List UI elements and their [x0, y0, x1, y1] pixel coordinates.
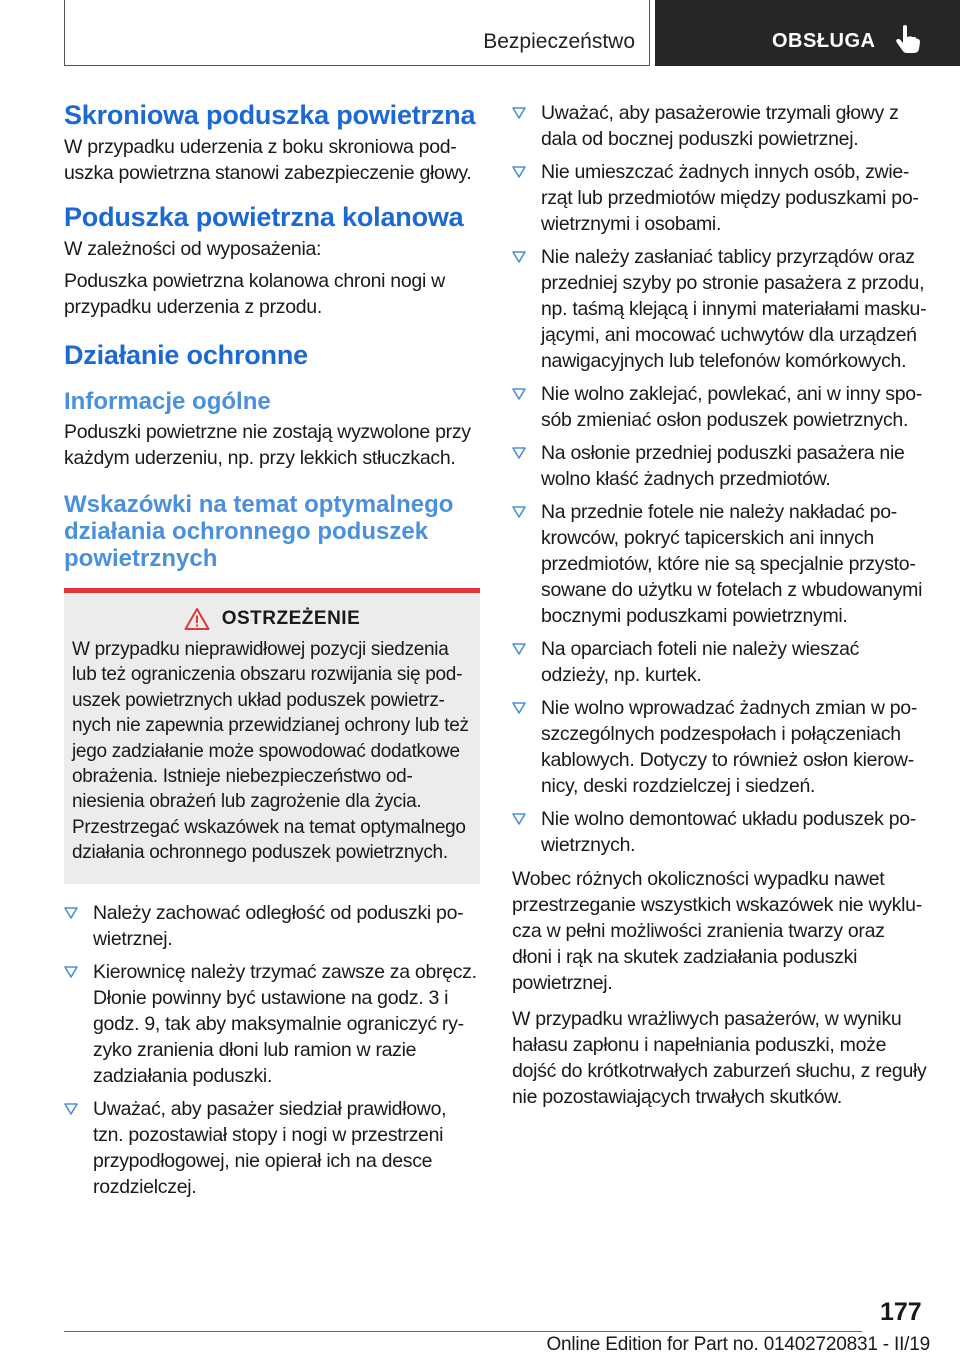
right-bullet-list [512, 100, 928, 858]
header-section-box [64, 0, 650, 66]
heading-knee-airbag: Poduszka powietrzna kolanowa [64, 202, 464, 232]
left-column [64, 100, 480, 1207]
heading-general-info: Informacje ogólne [64, 388, 271, 415]
warning-text: W przypadku nieprawidłowej pozycji siedzenia lub też ograniczenia obszaru rozwijania się poduszek powietrznych układ poduszek powietrznych nie zapewnia przewidzianej ochrony lub też jego zadziałanie może spowodować dodatkowe obrażenia. Istnieje niebezpieczeństwo odniesienia obrażeń lub zagrożenie dla życia. Przestrzegać wskazówek na temat optymalnego działania ochronnego poduszek powietrznych. [72, 639, 469, 864]
bullet-triangle-icon [512, 250, 526, 264]
warning-triangle-icon [184, 607, 210, 631]
list-item: Nie umieszczać żadnych innych osób, zwierząt lub przedmiotów między poduszkami powietrznymi i osobami. [512, 159, 928, 237]
paragraph-knee-1: W zależności od wyposażenia: [64, 238, 322, 260]
bullet-triangle-icon [512, 642, 526, 656]
bullet-triangle-icon [64, 906, 78, 920]
list-item: Uważać, aby pasażerowie trzymali głowy z dala od bocznej poduszki powietrznej. [512, 100, 928, 152]
bullet-triangle-icon [64, 965, 78, 979]
paragraph-hearing: W przypadku wrażliwych pasażerów, w wyniku hałasu zapłonu i napełniania poduszki, może dojść do krótkotrwałych zaburzeń słuchu, z reguły nie pozostawiających trwałych skutków. [512, 1008, 927, 1108]
right-column [512, 100, 928, 1110]
list-item: Na oparciach foteli nie należy wieszać odzieży, np. kurtek. [512, 636, 928, 688]
warning-header [72, 607, 472, 631]
list-item: Uważać, aby pasażer siedział prawidłowo, tzn. pozostawiał stopy i nogi w przestrzeni przypodłogowej, nie opierał ich na desce rozdzielczej. [64, 1096, 480, 1200]
header-section-title: Bezpieczeństwo [483, 30, 635, 53]
bullet-triangle-icon [64, 1102, 78, 1116]
list-item: Na osłonie przedniej poduszki pasażera nie wolno kłaść żadnych przedmiotów. [512, 440, 928, 492]
list-item: Nie należy zasłaniać tablicy przyrządów oraz przedniej szyby po stronie pasażera z przodu, np. taśmą klejącą i innymi materiałami maskującymi, ani mocować uchwytów dla urządzeń nawigacyjnych lub telefonów komórkowych. [512, 244, 928, 374]
bullet-triangle-icon [512, 812, 526, 826]
page-number: 177 [880, 1298, 922, 1326]
list-item: Na przednie fotele nie należy nakładać pokrowców, pokryć tapicerskich ani innych przedmiotów, które nie są specjalnie przystosowane do użytku w fotelach z wbudowanymi bocznymi poduszkami powietrznymi. [512, 499, 928, 629]
footer-edition: Online Edition for Part no. 01402720831 - II/19 [546, 1334, 930, 1355]
heading-tips: Wskazówki na temat optymalnego działania ochronnego poduszek powietrznych [64, 491, 454, 572]
bullet-triangle-icon [512, 446, 526, 460]
bullet-triangle-icon [512, 387, 526, 401]
paragraph-injury-risk: Wobec różnych okoliczności wypadku nawet przestrzeganie wszystkich wskazówek nie wyklucza w pełni możliwości zranienia twarzy oraz dłoni i rąk na skutek zadziałania poduszki powietrznej. [512, 868, 923, 994]
bullet-triangle-icon [512, 701, 526, 715]
list-item: Nie wolno wprowadzać żadnych zmian w poszczególnych podzespołach i połączeniach kablowych. Dotyczy to również osłon kierownicy, deski rozdzielczej i siedzeń. [512, 695, 928, 799]
warning-box [64, 588, 480, 884]
bullet-triangle-icon [512, 505, 526, 519]
footer-divider [64, 1331, 862, 1332]
paragraph-side-airbag: W przypadku uderzenia z boku skroniowa poduszka powietrzna stanowi zabezpieczenie głowy. [64, 136, 472, 184]
heading-side-airbag: Skroniowa poduszka powietrzna [64, 100, 476, 130]
hand-pointer-icon [895, 24, 921, 54]
bullet-triangle-icon [512, 165, 526, 179]
warning-title: OSTRZEŻENIE [221, 608, 361, 629]
list-item: Kierownicę należy trzymać zawsze za obręcz. Dłonie powinny być ustawione na godz. 3 i godz. 9, tak aby maksymalnie ograniczyć ryzyko zranienia dłoni lub ramion w razie zadziałania poduszki. [64, 959, 480, 1089]
paragraph-knee-2: Poduszka powietrzna kolanowa chroni nogi w przypadku uderzenia z przodu. [64, 270, 445, 318]
left-bullet-list [64, 900, 480, 1200]
list-item: Nie wolno zaklejać, powlekać, ani w inny sposób zmieniać osłon poduszek powietrznych. [512, 381, 928, 433]
list-item: Nie wolno demontować układu poduszek powietrznych. [512, 806, 928, 858]
header-chapter-title: OBSŁUGA [772, 30, 876, 52]
bullet-triangle-icon [512, 106, 526, 120]
heading-protection: Działanie ochronne [64, 340, 308, 370]
header-chapter-box [655, 0, 960, 66]
list-item: Należy zachować odległość od poduszki powietrznej. [64, 900, 480, 952]
paragraph-general-info: Poduszki powietrzne nie zostają wyzwolone przy każdym uderzeniu, np. przy lekkich stłuczkach. [64, 421, 471, 469]
